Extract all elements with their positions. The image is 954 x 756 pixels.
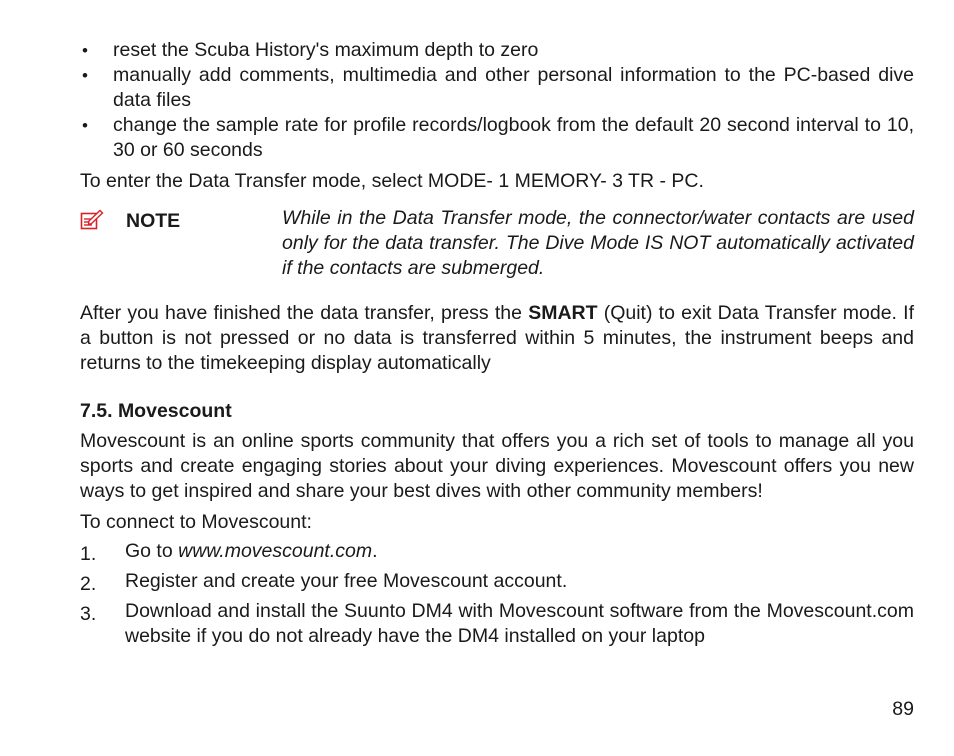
after-transfer-text-after: (Quit) to exit Data Transfer mode. If a button is not pressed or no data is transferred within 5 minutes, the instrument beeps and returns to the timekeeping display automatically	[80, 302, 914, 374]
note-text: While in the Data Transfer mode, the connector/water contacts are used only for the data transfer. The Dive Mode IS NOT automatically activated if the contacts are submerged.	[282, 207, 914, 279]
smart-button-label: SMART	[528, 302, 598, 324]
page-number: 89	[892, 698, 914, 720]
step-number: 1.	[80, 543, 97, 565]
step-number: 2.	[80, 573, 97, 595]
list-item	[80, 599, 914, 649]
page-content	[80, 38, 914, 649]
after-transfer-text-before: After you have finished the data transfer, press the	[80, 302, 529, 324]
list-item: • change the sample rate for profile records/logbook from the default 20 second interval to 10, 30 or 60 seconds	[80, 113, 914, 163]
list-item	[80, 539, 914, 567]
note-header	[80, 206, 282, 281]
movescount-url: www.movescount.com	[178, 540, 373, 562]
section-heading: 7.5. Movescount	[80, 400, 232, 422]
note-box	[80, 206, 914, 281]
movescount-intro-paragraph: Movescount is an online sports community that offers you a rich set of tools to manage all you sports and create engaging stories about your diving experiences. Movescount offers you new ways to get inspired and share your best dives with other community members!	[80, 430, 914, 502]
step-text	[125, 539, 914, 567]
list-item	[80, 569, 914, 597]
connect-steps-list	[80, 539, 914, 649]
note-pencil-icon	[80, 209, 104, 231]
feature-bullet-list	[80, 38, 914, 163]
step-text-before: Go to	[125, 540, 179, 562]
step-text: Download and install the Suunto DM4 with Movescount software from the Movescount.com website if you do not already have the DM4 installed on your laptop	[125, 600, 914, 647]
enter-mode-paragraph: To enter the Data Transfer mode, select MODE- 1 MEMORY- 3 TR - PC.	[80, 170, 704, 192]
step-text: Register and create your free Movescount account.	[125, 570, 568, 592]
after-transfer-paragraph	[80, 301, 914, 376]
note-label: NOTE	[126, 210, 181, 232]
list-item: • manually add comments, multimedia and other personal information to the PC-based dive data files	[80, 63, 914, 113]
list-item: • reset the Scuba History's maximum depth to zero	[80, 38, 914, 63]
step-text-after: .	[372, 540, 378, 562]
connect-label: To connect to Movescount:	[80, 511, 312, 533]
step-number: 3.	[80, 603, 97, 625]
